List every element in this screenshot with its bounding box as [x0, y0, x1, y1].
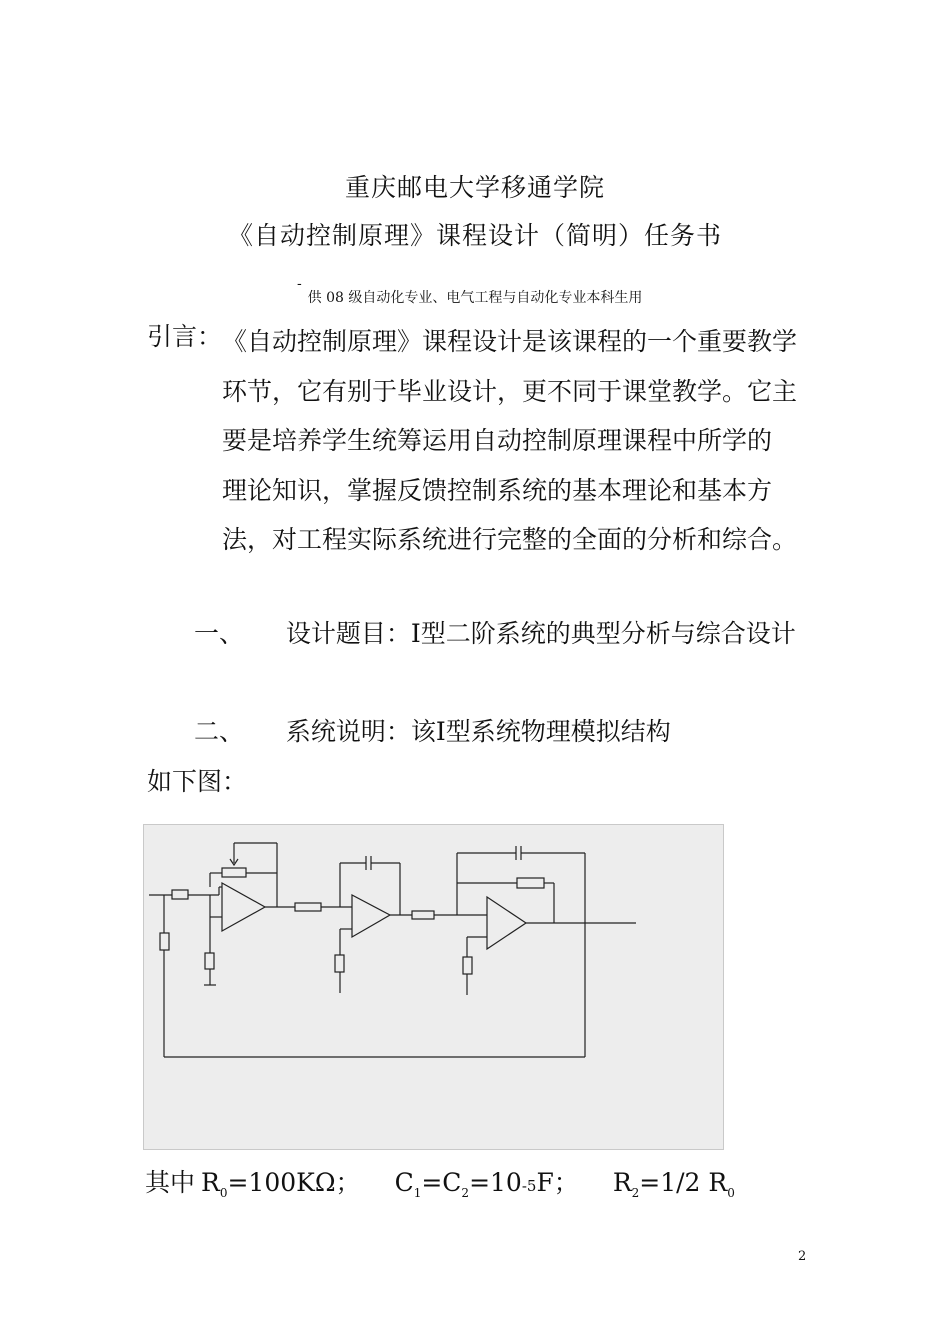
feedback-resistor-r2 [517, 878, 544, 888]
params-prefix: 其中 [145, 1168, 196, 1197]
feedback-potentiometer [222, 868, 246, 877]
input-resistor [172, 890, 188, 899]
op-amp-1 [222, 883, 265, 931]
section-2-heading [194, 712, 671, 748]
section-2-number: 二、 [194, 717, 245, 746]
op-amp-3 [487, 897, 526, 949]
section-1-number: 一、 [194, 619, 245, 648]
r0-subscript: 0 [219, 1186, 228, 1200]
r0-symbol: R [201, 1168, 220, 1197]
circuit-diagram [143, 824, 724, 1150]
dash-mark: - [297, 276, 302, 292]
section-1-text: 设计题目：Ⅰ型二阶系统的典型分析与综合设计 [285, 619, 796, 648]
c-exponent: -5 [521, 1177, 537, 1195]
equals-c2: =C [421, 1168, 462, 1197]
c-value: =10 [469, 1168, 522, 1197]
r2-ref-subscript: 0 [727, 1186, 735, 1200]
coupling-resistor-2 [412, 911, 434, 919]
ground-resistor-2 [335, 955, 344, 972]
intro-label: 引言： [147, 322, 223, 351]
c1-symbol: C [394, 1168, 414, 1197]
loop-resistor [160, 933, 169, 950]
page-number: 2 [798, 1249, 807, 1264]
section-1-heading [194, 614, 796, 650]
circuit-schematic [144, 825, 725, 1151]
audience-note: 供 08 级自动化专业、电气工程与自动化专业本科生用 [307, 290, 643, 306]
intro-line: 《自动控制原理》课程设计是该课程的一个重要教学 [222, 327, 798, 356]
intro-line: 法，对工程实际系统进行完整的全面的分析和综合。 [222, 525, 798, 554]
intro-line: 环节，它有别于毕业设计，更不同于课堂教学。它主 [222, 376, 798, 406]
r0-value: =100KΩ； [227, 1168, 361, 1197]
r2-value: =1/2 R [639, 1168, 728, 1197]
c1-subscript: 1 [413, 1186, 422, 1200]
section-2-text: 系统说明：该Ⅰ型系统物理模拟结构 [285, 717, 671, 746]
c2-subscript: 2 [461, 1186, 470, 1200]
intro-line: 要是培养学生统筹运用自动控制原理课程中所学的 [222, 426, 773, 455]
op-amp-2 [352, 895, 390, 937]
parameter-line [145, 1163, 735, 1200]
section-2-continuation: 如下图： [147, 767, 248, 796]
r2-symbol: R [612, 1168, 632, 1197]
intro-line: 理论知识，掌握反馈控制系统的基本理论和基本方 [222, 475, 773, 505]
c-unit: F； [536, 1168, 579, 1197]
ground-resistor-3 [463, 957, 472, 974]
coupling-resistor-1 [295, 903, 321, 911]
r2-subscript: 2 [631, 1186, 640, 1200]
document-title: 重庆邮电大学移通学院 [344, 173, 605, 202]
document-subtitle: 《自动控制原理》课程设计（简明）任务书 [227, 221, 722, 250]
ground-resistor-1 [205, 953, 214, 969]
intro-paragraph [222, 317, 822, 565]
